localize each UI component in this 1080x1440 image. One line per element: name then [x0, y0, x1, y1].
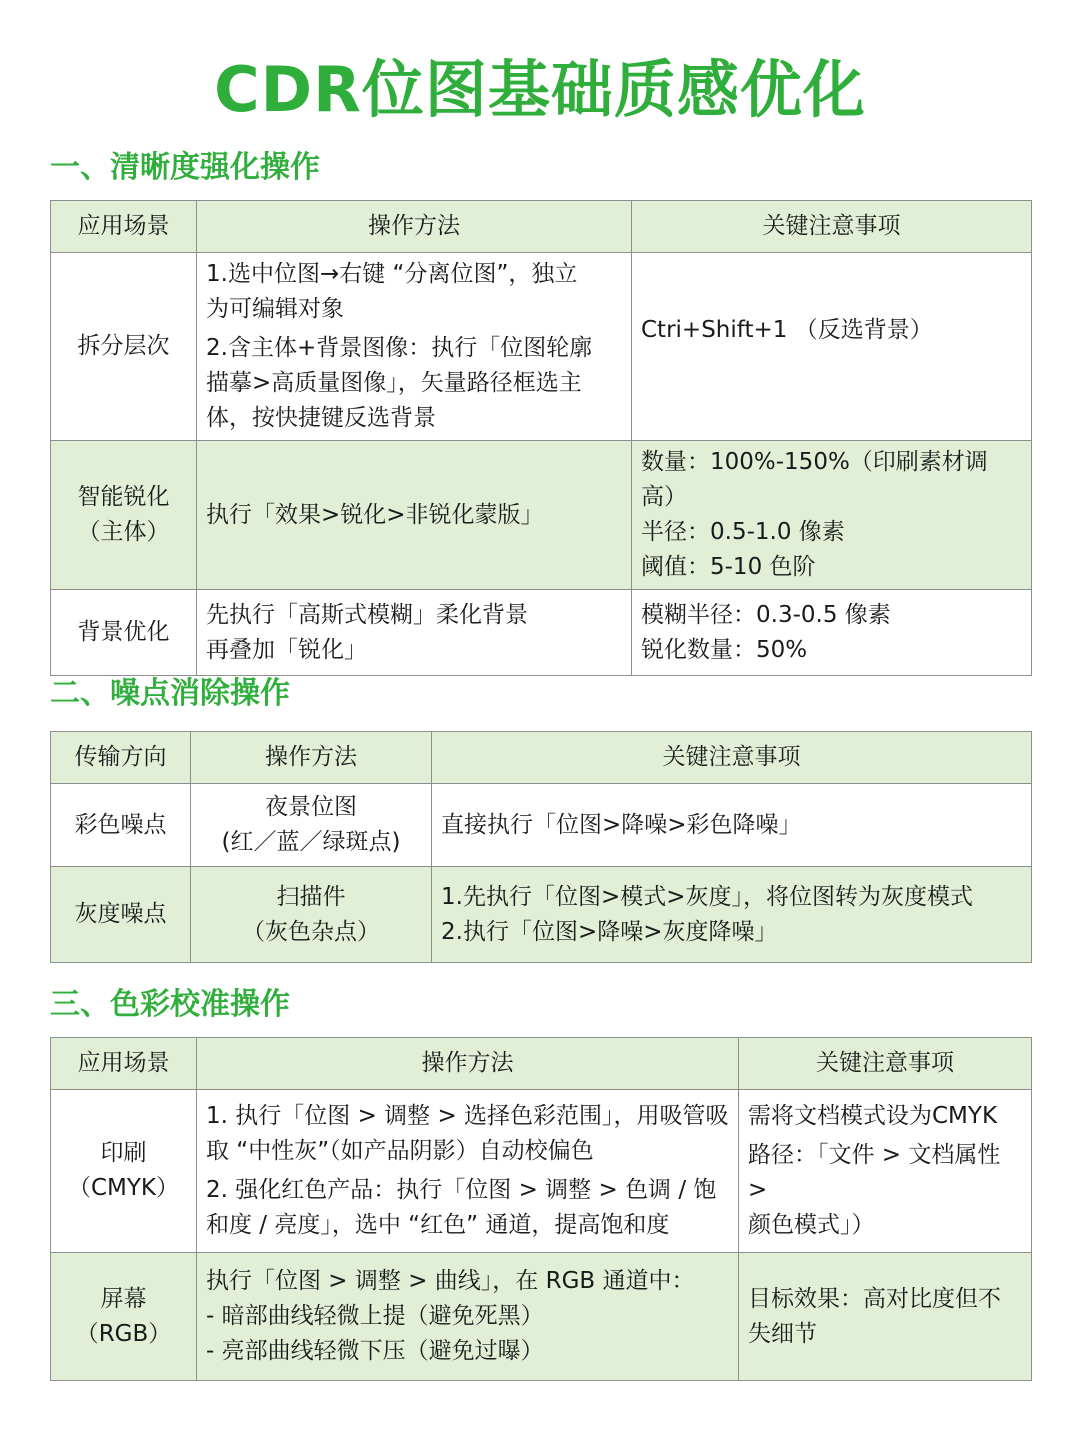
method-text: 为可编辑对象: [206, 296, 344, 322]
notes-cell: [432, 784, 1032, 867]
notes-cell: [632, 253, 1032, 441]
notes-text: 模糊半径：0.3-0.5 像素: [641, 601, 891, 628]
method-text: 和度 / 亮度」，选中 “红色” 通道，提高饱和度: [206, 1212, 670, 1238]
scene-text: 彩色噪点: [74, 811, 167, 838]
method-cell: [197, 1253, 739, 1381]
notes-cell: [739, 1090, 1032, 1253]
column-header-method: 操作方法: [191, 732, 432, 784]
method-text: 再叠加「锐化」: [206, 636, 367, 663]
method-text: 执行「位图 > 调整 > 曲线」，在 RGB 通道中：: [206, 1268, 695, 1294]
notes-text: 1.先执行「位图>模式>灰度」，将位图转为灰度模式: [441, 883, 973, 910]
table-row: [51, 441, 1032, 590]
scene-cell: [51, 590, 197, 676]
method-text: - 亮部曲线轻微下压（避免过曝）: [206, 1338, 544, 1364]
column-header-notes: 关键注意事项: [632, 201, 1032, 253]
table-row: [51, 1253, 1032, 1381]
scene-text: 智能锐化: [77, 484, 170, 510]
column-header-scene: 应用场景: [51, 201, 197, 253]
method-text: 描摹>高质量图像」，矢量路径框选主: [206, 370, 582, 396]
notes-cell: [632, 441, 1032, 590]
scene-text: 拆分层次: [77, 333, 170, 359]
section-heading-color: 三、色彩校准操作: [50, 987, 290, 1022]
method-text: （灰色杂点）: [242, 918, 380, 945]
column-header-notes: 关键注意事项: [432, 732, 1032, 784]
color-table: [50, 1037, 1032, 1381]
notes-text: 目标效果：高对比度但不: [748, 1285, 1001, 1312]
scene-text: 灰度噪点: [74, 901, 167, 927]
section-heading-noise: 二、噪点消除操作: [50, 676, 290, 711]
method-text: 先执行「高斯式模糊」柔化背景: [206, 601, 528, 628]
method-text: 体，按快捷键反选背景: [206, 405, 436, 431]
method-text: (红／蓝／绿斑点): [221, 829, 401, 855]
notes-cell: [432, 867, 1032, 963]
scene-text: 背景优化: [77, 619, 170, 645]
scene-text: （CMYK）: [67, 1175, 180, 1201]
notes-cell: [632, 590, 1032, 676]
clarity-table: [50, 200, 1032, 676]
notes-text: 阈值：5-10 色阶: [641, 554, 816, 580]
method-cell: [191, 867, 432, 963]
notes-text: 半径：0.5-1.0 像素: [641, 519, 845, 545]
notes-text: 需将文档模式设为CMYK: [748, 1103, 998, 1129]
scene-cell: [51, 1090, 197, 1253]
notes-text: 路径：「文件 > 文档属性 >: [748, 1142, 1001, 1203]
method-text: 取 “中性灰”（如产品阴影）自动校偏色: [206, 1138, 594, 1164]
table-header-row: [51, 732, 1032, 784]
method-cell: [197, 590, 632, 676]
scene-text: （主体）: [77, 519, 170, 545]
method-text: 扫描件: [276, 883, 346, 910]
method-cell: [197, 253, 632, 441]
method-text: 1. 执行「位图 > 调整 > 选择色彩范围」，用吸管吸: [206, 1103, 729, 1129]
column-header-direction: 传输方向: [51, 732, 191, 784]
notes-text: 数量：100%-150%（印刷素材调高）: [641, 449, 988, 510]
scene-cell: [51, 441, 197, 590]
table-header-row: [51, 201, 1032, 253]
noise-table: [50, 731, 1032, 963]
method-text: 1.选中位图→右键 “分离位图”，独立: [206, 261, 578, 287]
method-text: 执行「效果>锐化>非锐化蒙版」: [206, 501, 544, 528]
method-cell: [197, 1090, 739, 1253]
table-header-row: [51, 1038, 1032, 1090]
column-header-method: 操作方法: [197, 201, 632, 253]
scene-cell: [51, 784, 191, 867]
column-header-method: 操作方法: [197, 1038, 739, 1090]
method-cell: [197, 441, 632, 590]
notes-text: 失细节: [748, 1320, 817, 1347]
scene-text: （RGB）: [75, 1320, 172, 1347]
method-text: 2.含主体+背景图像：执行「位图轮廓: [206, 335, 593, 361]
table-row: [51, 590, 1032, 676]
method-text: 夜景位图: [265, 794, 357, 820]
scene-cell: [51, 1253, 197, 1381]
notes-text: 直接执行「位图>降噪>彩色降噪」: [441, 811, 802, 838]
table-row: [51, 1090, 1032, 1253]
scene-text: 印刷: [100, 1140, 147, 1166]
notes-text: Ctri+Shift+1 （反选背景）: [641, 317, 933, 343]
notes-cell: [739, 1253, 1032, 1381]
page-title: CDR位图基础质感优化: [214, 53, 866, 126]
method-text: 2. 强化红色产品：执行「位图 > 调整 > 色调 / 饱: [206, 1177, 717, 1203]
scene-cell: [51, 867, 191, 963]
table-row: [51, 784, 1032, 867]
table-row: [51, 253, 1032, 441]
notes-text: 锐化数量：50%: [641, 636, 808, 663]
method-cell: [191, 784, 432, 867]
scene-text: 屏幕: [100, 1285, 147, 1312]
table-row: [51, 867, 1032, 963]
method-text: - 暗部曲线轻微上提（避免死黑）: [206, 1303, 544, 1329]
section-heading-clarity: 一、清晰度强化操作: [50, 150, 320, 185]
column-header-notes: 关键注意事项: [739, 1038, 1032, 1090]
notes-text: 2.执行「位图>降噪>灰度降噪」: [441, 918, 778, 945]
column-header-scene: 应用场景: [51, 1038, 197, 1090]
scene-cell: [51, 253, 197, 441]
notes-text: 颜色模式」）: [748, 1212, 875, 1238]
